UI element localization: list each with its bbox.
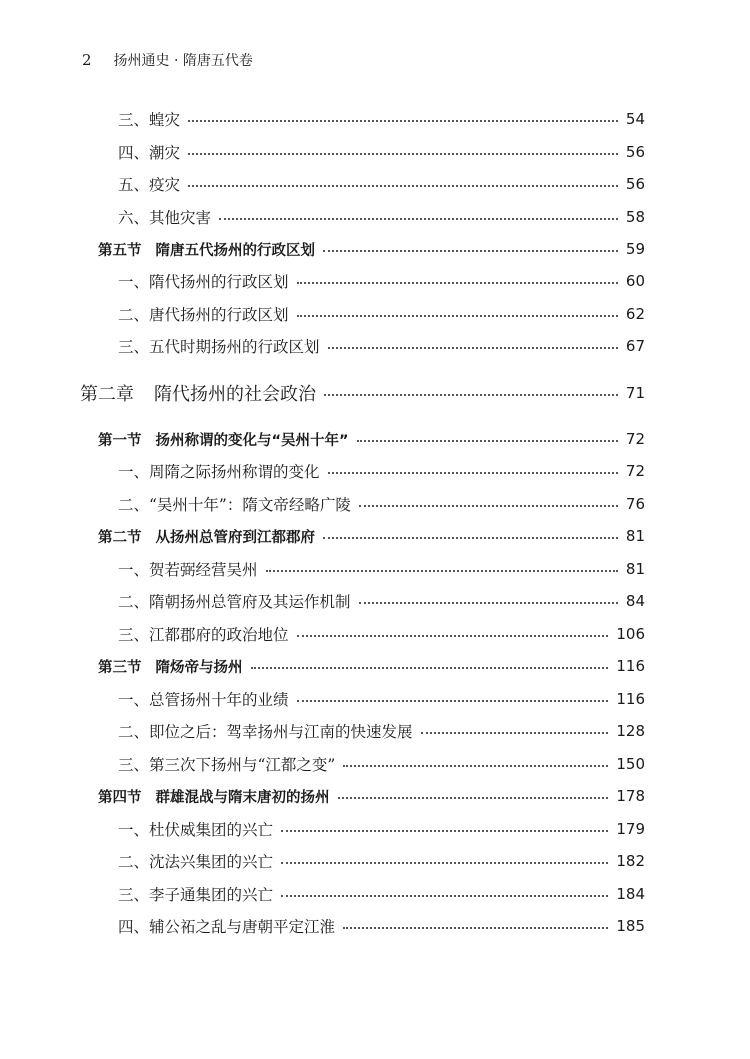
dot-leader xyxy=(323,250,618,252)
toc-page-number: 58 xyxy=(625,208,645,226)
toc-item-entry xyxy=(0,140,645,164)
toc-item-entry xyxy=(0,882,645,906)
toc-label xyxy=(98,239,315,260)
toc-item-entry xyxy=(0,334,645,358)
dot-leader xyxy=(343,927,608,929)
toc-chapter-entry xyxy=(0,381,645,405)
toc-item-entry xyxy=(0,687,645,711)
toc-page-number: 178 xyxy=(616,787,645,805)
toc-item-entry xyxy=(0,817,645,841)
toc-page-number: 59 xyxy=(625,240,645,258)
toc-label: 三、五代时期扬州的行政区划 xyxy=(118,338,320,356)
toc-title: 从扬州总管府到江都郡府 xyxy=(155,529,315,546)
toc-label: 三、江都郡府的政治地位 xyxy=(118,626,289,644)
toc-label xyxy=(98,526,315,547)
page-number: 2 xyxy=(82,51,92,69)
toc-page-number: 185 xyxy=(616,917,645,935)
toc-title: 群雄混战与隋末唐初的扬州 xyxy=(155,789,330,806)
dot-leader xyxy=(297,635,609,637)
toc-item-entry xyxy=(0,622,645,646)
dot-leader xyxy=(281,862,608,864)
toc-page-number: 67 xyxy=(625,337,645,355)
dot-leader xyxy=(251,667,609,669)
toc-page-number: 76 xyxy=(625,495,645,513)
toc-page-number: 81 xyxy=(625,560,645,578)
toc-label: 四、辅公祏之乱与唐朝平定江淮 xyxy=(118,918,336,936)
toc-label: 一、隋代扬州的行政区划 xyxy=(118,273,289,291)
toc-item-entry xyxy=(0,849,645,873)
toc-number: 第二节 xyxy=(98,529,142,546)
dot-leader xyxy=(297,282,618,284)
dot-leader xyxy=(188,120,618,122)
dot-leader xyxy=(281,895,608,897)
toc-label: 二、“吴州十年”：隋文帝经略广陵 xyxy=(118,496,351,514)
toc-page-number: 72 xyxy=(625,462,645,480)
dot-leader xyxy=(297,700,609,702)
toc-number: 第五节 xyxy=(98,242,142,259)
toc-page-number: 62 xyxy=(625,305,645,323)
dot-leader xyxy=(357,440,618,442)
toc-label xyxy=(98,429,349,450)
toc-page-number: 182 xyxy=(616,852,645,870)
toc-section-entry xyxy=(0,784,645,808)
toc-label: 二、隋朝扬州总管府及其运作机制 xyxy=(118,593,351,611)
toc-section-entry xyxy=(0,237,645,261)
toc-label xyxy=(80,380,316,406)
toc-page-number: 84 xyxy=(625,592,645,610)
toc-label: 一、总管扬州十年的业绩 xyxy=(118,691,289,709)
toc-label xyxy=(98,656,243,677)
dot-leader xyxy=(359,505,618,507)
toc-item-entry xyxy=(0,492,645,516)
dot-leader xyxy=(219,218,618,220)
toc-page-number: 184 xyxy=(616,885,645,903)
dot-leader xyxy=(324,394,618,396)
dot-leader xyxy=(281,830,608,832)
toc-page-number: 71 xyxy=(625,384,645,402)
toc-page-number: 150 xyxy=(616,755,645,773)
toc-label: 一、周隋之际扬州称谓的变化 xyxy=(118,463,320,481)
toc-page-number: 81 xyxy=(625,527,645,545)
toc-item-entry xyxy=(0,557,645,581)
dot-leader xyxy=(188,185,618,187)
toc-number: 第三节 xyxy=(98,659,142,676)
toc-item-entry xyxy=(0,205,645,229)
toc-item-entry xyxy=(0,914,645,938)
toc-item-entry xyxy=(0,719,645,743)
toc-label: 一、贺若弼经营吴州 xyxy=(118,561,258,579)
toc-label: 二、唐代扬州的行政区划 xyxy=(118,306,289,324)
toc-page-number: 54 xyxy=(625,110,645,128)
toc-item-entry xyxy=(0,302,645,326)
toc-item-entry xyxy=(0,269,645,293)
toc-label: 六、其他灾害 xyxy=(118,209,212,227)
dot-leader xyxy=(328,472,618,474)
toc-number: 第四节 xyxy=(98,789,142,806)
toc-title: 隋炀帝与扬州 xyxy=(155,659,243,676)
dot-leader xyxy=(421,732,609,734)
toc-label: 五、疫灾 xyxy=(118,176,181,194)
toc-title: 扬州称谓的变化与“吴州十年” xyxy=(155,432,349,449)
running-header xyxy=(82,50,253,70)
toc-item-entry xyxy=(0,752,645,776)
toc-page-number: 72 xyxy=(625,430,645,448)
toc-page-number: 56 xyxy=(625,175,645,193)
dot-leader xyxy=(328,347,618,349)
toc-section-entry xyxy=(0,427,645,451)
toc-section-entry xyxy=(0,524,645,548)
toc-title: 隋代扬州的社会政治 xyxy=(154,384,316,405)
toc-section-entry xyxy=(0,654,645,678)
toc-number: 第二章 xyxy=(80,384,134,405)
toc-page-number: 116 xyxy=(616,690,645,708)
dot-leader xyxy=(297,315,618,317)
toc-page-number: 128 xyxy=(616,722,645,740)
dot-leader xyxy=(359,602,618,604)
toc-title: 隋唐五代扬州的行政区划 xyxy=(155,242,315,259)
book-title: 扬州通史 · 隋唐五代卷 xyxy=(113,53,253,69)
toc-page-number: 60 xyxy=(625,272,645,290)
toc-page-number: 56 xyxy=(625,143,645,161)
toc-label: 二、沈法兴集团的兴亡 xyxy=(118,853,274,871)
toc-label: 三、蝗灾 xyxy=(118,111,181,129)
toc-item-entry xyxy=(0,459,645,483)
toc-item-entry xyxy=(0,107,645,131)
toc-label: 一、杜伏威集团的兴亡 xyxy=(118,821,274,839)
toc-item-entry xyxy=(0,172,645,196)
dot-leader xyxy=(343,765,608,767)
dot-leader xyxy=(266,570,618,572)
toc-label: 三、第三次下扬州与“江都之变” xyxy=(118,756,336,774)
toc-page-number: 116 xyxy=(616,657,645,675)
toc-item-entry xyxy=(0,589,645,613)
toc-label: 四、潮灾 xyxy=(118,144,181,162)
toc-label: 三、李子通集团的兴亡 xyxy=(118,886,274,904)
dot-leader xyxy=(323,537,618,539)
toc-label xyxy=(98,786,330,807)
toc-page-number: 106 xyxy=(616,625,645,643)
toc-label: 二、即位之后：驾幸扬州与江南的快速发展 xyxy=(118,723,413,741)
dot-leader xyxy=(338,797,609,799)
toc-number: 第一节 xyxy=(98,432,142,449)
toc-page-number: 179 xyxy=(616,820,645,838)
dot-leader xyxy=(188,153,618,155)
